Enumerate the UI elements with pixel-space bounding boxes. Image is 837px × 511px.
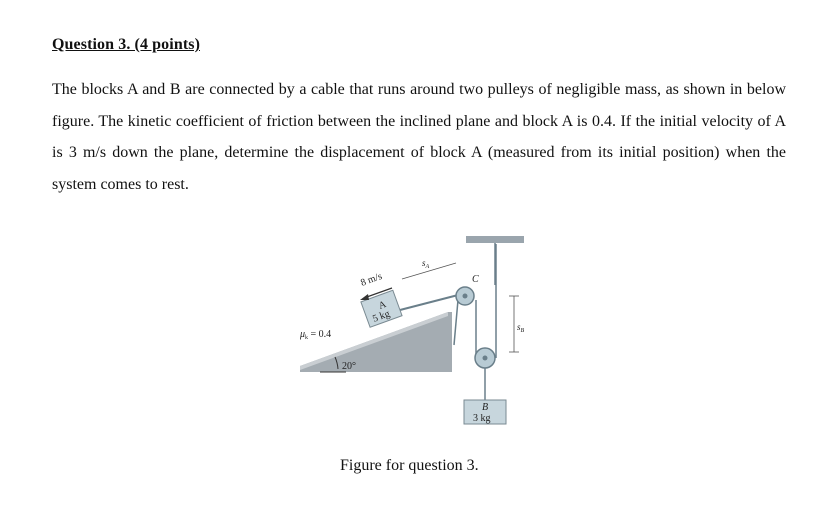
sb-label: $s_B$	[517, 322, 525, 334]
block-a-mass: 5 kg	[371, 308, 392, 325]
pulley-c-hub	[463, 294, 468, 299]
angle-label: 20°	[342, 361, 356, 372]
pulley-c-label: C	[472, 274, 479, 285]
sa-label: $s_A$	[422, 258, 430, 270]
problem-statement: The blocks A and B are connected by a cable that runs around two pulleys of negligible mass, as shown in below figure. The kinetic coefficient of friction between the inclined plane and block A is 0.4. If the initial velocity of A is 3 m/s down the plane, determine the displacement of block A (measured from its initial position) when the system comes to rest.	[52, 81, 786, 193]
velocity-label: 8 m/s	[359, 270, 384, 289]
velocity-arrowhead	[360, 294, 369, 300]
block-a-name: A	[377, 299, 388, 312]
ceiling-support	[466, 236, 524, 243]
cable-a	[400, 294, 462, 310]
block-b-mass: 3 kg	[473, 413, 491, 424]
mu-label: $\mu_k = 0.4$	[300, 329, 332, 341]
block-b-name: B	[482, 402, 489, 413]
pulley-diagram	[285, 228, 535, 428]
pulley-lower-hub	[483, 356, 488, 361]
question-heading: Question 3. (4 points)	[52, 36, 200, 53]
figure-caption: Figure for question 3.	[340, 457, 479, 474]
cable-c-down	[454, 300, 458, 345]
